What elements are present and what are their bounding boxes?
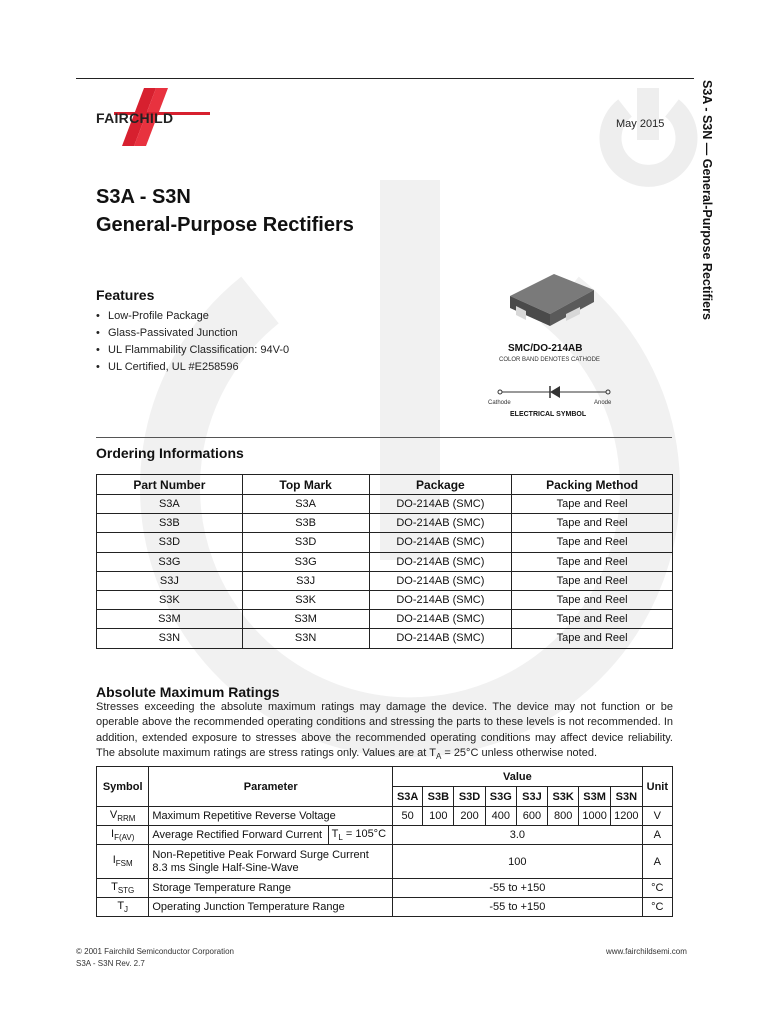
table-row bbox=[97, 898, 673, 917]
table-cell: DO-214AB (SMC) bbox=[369, 610, 512, 629]
part-header: S3J bbox=[516, 787, 547, 807]
column-header: Value bbox=[393, 767, 643, 787]
column-header: Packing Method bbox=[512, 475, 673, 495]
symbol-text: T bbox=[117, 899, 125, 912]
unit-cell: V bbox=[642, 807, 672, 826]
side-title: S3A - S3N — General-Purpose Rectifiers bbox=[700, 80, 714, 320]
value-cell: 1200 bbox=[610, 807, 642, 826]
table-row bbox=[97, 826, 673, 845]
symbol-sub: J bbox=[124, 905, 129, 915]
part-header: S3B bbox=[423, 787, 454, 807]
condition-tail: = 105°C bbox=[342, 827, 387, 840]
table-cell: S3A bbox=[242, 495, 369, 514]
unit-cell: °C bbox=[642, 898, 672, 917]
table-cell: S3N bbox=[97, 629, 243, 648]
table-cell: S3M bbox=[242, 610, 369, 629]
table-cell: DO-214AB (SMC) bbox=[369, 552, 512, 571]
table-row bbox=[97, 807, 673, 826]
value-cell: 100 bbox=[393, 845, 643, 879]
unit-cell: °C bbox=[642, 879, 672, 898]
symbol-sub: STG bbox=[117, 886, 135, 896]
parameter-cell: Operating Junction Temperature Range bbox=[149, 898, 393, 917]
value-cell: 600 bbox=[516, 807, 547, 826]
condition-text: T bbox=[331, 827, 339, 840]
section-divider bbox=[96, 437, 672, 438]
feature-item: • UL Flammability Classification: 94V-0 bbox=[96, 342, 289, 359]
feature-item: • UL Certified, UL #E258596 bbox=[96, 359, 289, 376]
ratings-intro-text: Stresses exceeding the absolute maximum ratings may damage the device. The device may not function or be operable above the recommended operating conditions and stressing the parts to these levels is not recommended. In addition, extended exposure to stresses above the recommended operating conditions may affect device reliability. The absolute maximum ratings are stress ratings only. Values are at T bbox=[96, 701, 673, 759]
symbol-cell bbox=[97, 845, 149, 879]
value-cell: 100 bbox=[423, 807, 454, 826]
feature-item: • Low-Profile Package bbox=[96, 308, 289, 325]
table-cell: Tape and Reel bbox=[512, 571, 673, 590]
table-cell: S3B bbox=[242, 514, 369, 533]
symbol-text: I bbox=[112, 854, 116, 867]
diode-symbol-icon bbox=[488, 382, 618, 412]
footer-url[interactable]: www.fairchildsemi.com bbox=[606, 947, 687, 956]
condition-cell bbox=[328, 826, 392, 845]
publish-date: May 2015 bbox=[616, 118, 665, 130]
part-header: S3K bbox=[548, 787, 579, 807]
symbol-text: V bbox=[109, 808, 118, 821]
value-cell: 50 bbox=[393, 807, 423, 826]
table-cell: S3K bbox=[242, 590, 369, 609]
symbol-sub: FSM bbox=[115, 859, 133, 869]
value-cell: 1000 bbox=[579, 807, 611, 826]
table-row bbox=[97, 533, 673, 552]
ordering-table bbox=[96, 474, 673, 649]
value-cell: 3.0 bbox=[393, 826, 643, 845]
table-cell: Tape and Reel bbox=[512, 590, 673, 609]
top-rule bbox=[76, 78, 694, 79]
symbol-text: I bbox=[111, 827, 115, 840]
parameter-line: Non-Repetitive Peak Forward Surge Current bbox=[152, 848, 369, 861]
table-cell: S3D bbox=[242, 533, 369, 552]
table-cell: DO-214AB (SMC) bbox=[369, 629, 512, 648]
table-cell: S3J bbox=[97, 571, 243, 590]
unit-cell: A bbox=[642, 845, 672, 879]
table-cell: DO-214AB (SMC) bbox=[369, 590, 512, 609]
parameter-cell bbox=[149, 845, 393, 879]
value-cell: -55 to +150 bbox=[393, 879, 643, 898]
table-cell: Tape and Reel bbox=[512, 552, 673, 571]
symbol-sub: RRM bbox=[117, 814, 136, 824]
table-row bbox=[97, 845, 673, 879]
footer-copyright: © 2001 Fairchild Semiconductor Corporation bbox=[76, 947, 234, 956]
table-cell: Tape and Reel bbox=[512, 533, 673, 552]
part-header: S3M bbox=[579, 787, 611, 807]
value-cell: 800 bbox=[548, 807, 579, 826]
ratings-intro-tail: = 25°C unless otherwise noted. bbox=[441, 746, 598, 759]
table-cell: S3M bbox=[97, 610, 243, 629]
page-subtitle: General-Purpose Rectifiers bbox=[96, 214, 354, 236]
cathode-label: Cathode bbox=[488, 400, 511, 406]
symbol-cell bbox=[97, 879, 149, 898]
table-cell: S3K bbox=[97, 590, 243, 609]
table-row bbox=[97, 610, 673, 629]
column-header: Symbol bbox=[97, 767, 149, 807]
part-header: S3G bbox=[485, 787, 516, 807]
value-cell: 400 bbox=[485, 807, 516, 826]
parameter-cell: Storage Temperature Range bbox=[149, 879, 393, 898]
anode-label: Anode bbox=[594, 400, 612, 406]
column-header: Part Number bbox=[97, 475, 243, 495]
table-row bbox=[97, 571, 673, 590]
ratings-intro bbox=[96, 700, 673, 764]
features-list bbox=[96, 308, 289, 376]
table-cell: DO-214AB (SMC) bbox=[369, 495, 512, 514]
part-header: S3N bbox=[610, 787, 642, 807]
ratings-intro-sub: A bbox=[435, 752, 442, 762]
ratings-table bbox=[96, 766, 673, 917]
symbol-cell bbox=[97, 826, 149, 845]
column-header: Unit bbox=[642, 767, 672, 807]
table-cell: DO-214AB (SMC) bbox=[369, 571, 512, 590]
table-cell: DO-214AB (SMC) bbox=[369, 533, 512, 552]
table-row bbox=[97, 495, 673, 514]
symbol-cell bbox=[97, 807, 149, 826]
symbol-text: T bbox=[111, 880, 118, 893]
unit-cell: A bbox=[642, 826, 672, 845]
logo-text: FAIRCHILD bbox=[96, 110, 174, 126]
table-cell: DO-214AB (SMC) bbox=[369, 514, 512, 533]
part-header: S3D bbox=[454, 787, 485, 807]
symbol-sub: F(AV) bbox=[114, 833, 135, 843]
table-row bbox=[97, 879, 673, 898]
table-row bbox=[97, 514, 673, 533]
parameter-cell: Average Rectified Forward Current bbox=[149, 826, 328, 845]
table-cell: S3D bbox=[97, 533, 243, 552]
table-header-row bbox=[97, 767, 673, 787]
value-cell: -55 to +150 bbox=[393, 898, 643, 917]
table-cell: S3G bbox=[242, 552, 369, 571]
footer-revision: S3A - S3N Rev. 2.7 bbox=[76, 959, 145, 968]
table-cell: S3G bbox=[97, 552, 243, 571]
table-cell: S3A bbox=[97, 495, 243, 514]
column-header: Package bbox=[369, 475, 512, 495]
table-header-row bbox=[97, 475, 673, 495]
table-cell: S3N bbox=[242, 629, 369, 648]
table-row bbox=[97, 629, 673, 648]
package-image bbox=[506, 268, 596, 338]
table-cell: S3B bbox=[97, 514, 243, 533]
table-row bbox=[97, 590, 673, 609]
page-title: S3A - S3N bbox=[96, 186, 191, 208]
package-note: COLOR BAND DENOTES CATHODE bbox=[499, 357, 600, 363]
parameter-line: 8.3 ms Single Half-Sine-Wave bbox=[152, 861, 299, 874]
table-row bbox=[97, 552, 673, 571]
feature-item: • Glass-Passivated Junction bbox=[96, 325, 289, 342]
features-heading: Features bbox=[96, 287, 155, 303]
electrical-symbol-label: ELECTRICAL SYMBOL bbox=[510, 411, 587, 418]
column-header: Top Mark bbox=[242, 475, 369, 495]
table-cell: Tape and Reel bbox=[512, 629, 673, 648]
parameter-cell: Maximum Repetitive Reverse Voltage bbox=[149, 807, 393, 826]
symbol-cell bbox=[97, 898, 149, 917]
table-cell: S3J bbox=[242, 571, 369, 590]
ratings-heading: Absolute Maximum Ratings bbox=[96, 684, 280, 700]
table-cell: Tape and Reel bbox=[512, 514, 673, 533]
part-header: S3A bbox=[393, 787, 423, 807]
package-name: SMC/DO-214AB bbox=[508, 343, 583, 354]
table-cell: Tape and Reel bbox=[512, 610, 673, 629]
table-cell: Tape and Reel bbox=[512, 495, 673, 514]
condition-sub: L bbox=[338, 833, 343, 843]
value-cell: 200 bbox=[454, 807, 485, 826]
ordering-heading: Ordering Informations bbox=[96, 445, 244, 461]
column-header: Parameter bbox=[149, 767, 393, 807]
